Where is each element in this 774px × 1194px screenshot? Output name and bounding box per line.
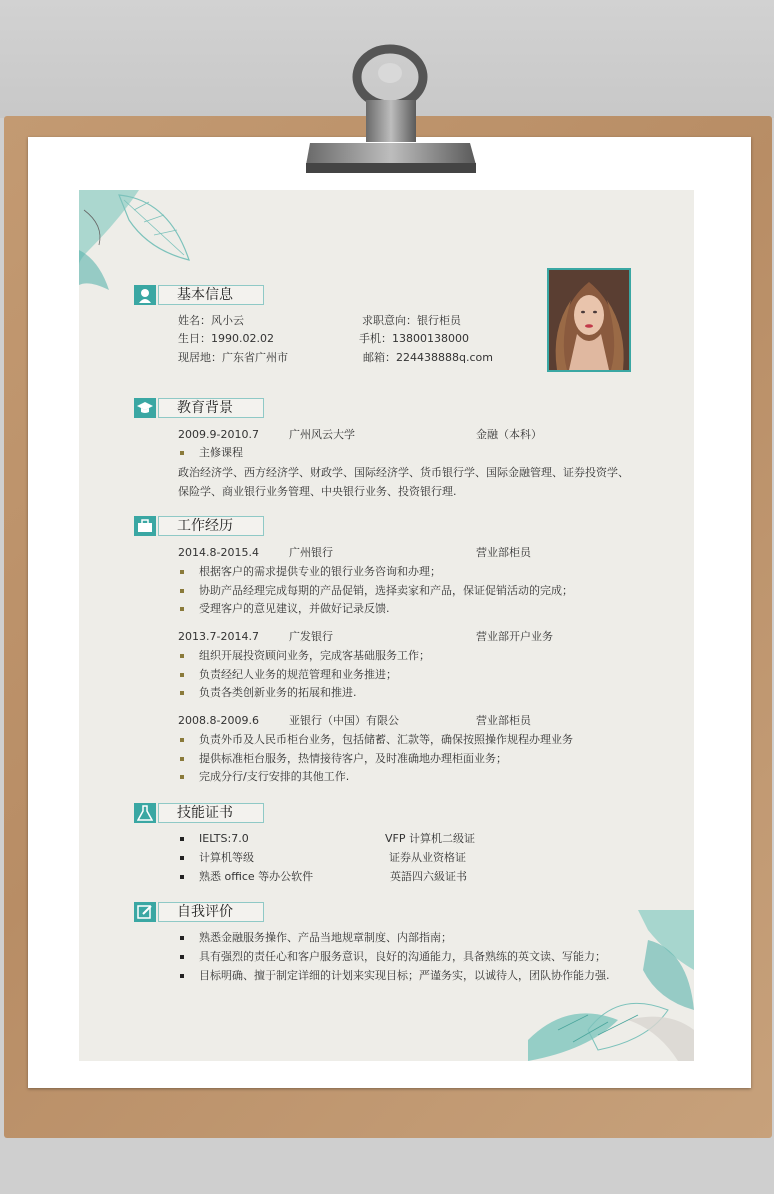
residence-field: 现居地：广东省广州市 xyxy=(178,351,288,364)
bullet xyxy=(180,570,184,574)
birth-field: 生日：1990.02.02 xyxy=(178,332,274,345)
bullet xyxy=(180,775,184,779)
bullet xyxy=(180,691,184,695)
bullet xyxy=(180,654,184,658)
self-eval-item: 熟悉金融服务操作、产品当地规章制度、内部指南； xyxy=(199,931,452,944)
job-company: 广发银行 xyxy=(289,630,333,643)
section-title-work: 工作经历 xyxy=(158,516,264,536)
job-period: 2013.7-2014.7 xyxy=(178,630,259,643)
job-company: 亚银行（中国）有限公 xyxy=(289,714,399,727)
section-title-skills: 技能证书 xyxy=(158,803,264,823)
courses-label: 主修课程 xyxy=(199,446,243,459)
certificate-item: VFP 计算机二级证 xyxy=(385,832,475,845)
job-duty: 根据客户的需求提供专业的银行业务咨询和办理； xyxy=(199,565,441,578)
bullet xyxy=(180,936,184,940)
job-company: 广州银行 xyxy=(289,546,333,559)
bullet xyxy=(180,607,184,611)
section-title-basic: 基本信息 xyxy=(158,285,264,305)
job-duty: 负责经纪人业务的规范管理和业务推进； xyxy=(199,668,397,681)
certificate-item: 英語四六級证书 xyxy=(390,870,467,883)
education-major: 金融（本科） xyxy=(476,428,542,441)
briefcase-icon xyxy=(134,516,156,536)
job-duty: 受理客户的意见建议，并做好记录反馈. xyxy=(199,602,390,615)
courses-line: 保险学、商业银行业务管理、中央银行业务、投资银行理. xyxy=(178,485,457,498)
bullet xyxy=(180,856,184,860)
job-duty: 协助产品经理完成每期的产品促销，选择卖家和产品，保证促销活动的完成； xyxy=(199,584,573,597)
job-position: 营业部柜员 xyxy=(476,714,531,727)
bullet xyxy=(180,875,184,879)
self-eval-item: 目标明确、擅于制定详细的计划来实现目标；严谨务实，以诚待人，团队协作能力强. xyxy=(199,969,610,982)
skill-item: 计算机等级 xyxy=(199,851,254,864)
profile-photo xyxy=(547,268,631,372)
bullet xyxy=(180,589,184,593)
name-field: 姓名：风小云 xyxy=(178,314,244,327)
job-period: 2008.8-2009.6 xyxy=(178,714,259,727)
job-duty: 组织开展投资顾问业务，完成客基础服务工作； xyxy=(199,649,430,662)
job-duty: 负责外币及人民币柜台业务，包括储蓄、汇款等，确保按照操作规程办理业务 xyxy=(199,733,573,746)
courses-line: 政治经济学、西方经济学、财政学、国际经济学、货币银行学、国际金融管理、证券投资学、 xyxy=(178,466,629,479)
leaf-decoration-top-left xyxy=(79,190,199,300)
person-icon xyxy=(134,285,156,305)
skill-item: IELTS:7.0 xyxy=(199,832,249,845)
email-field: 邮箱：224438888q.com xyxy=(363,351,493,364)
job-duty: 负责各类创新业务的拓展和推进. xyxy=(199,686,357,699)
graduation-cap-icon xyxy=(134,398,156,418)
job-period: 2014.8-2015.4 xyxy=(178,546,259,559)
job-position: 营业部柜员 xyxy=(476,546,531,559)
phone-field: 手机：13800138000 xyxy=(359,332,469,345)
section-title-education: 教育背景 xyxy=(158,398,264,418)
job-duty: 完成分行/支行安排的其他工作. xyxy=(199,770,350,783)
job-position: 营业部开户业务 xyxy=(476,630,553,643)
job-duty: 提供标准柜台服务，热情接待客户，及时准确地办理柜面业务； xyxy=(199,752,507,765)
education-period: 2009.9-2010.7 xyxy=(178,428,259,441)
education-school: 广州风云大学 xyxy=(289,428,355,441)
flask-icon xyxy=(134,803,156,823)
certificate-item: 证券从业资格证 xyxy=(389,851,466,864)
bullet xyxy=(180,738,184,742)
leaf-decoration-bottom-right xyxy=(528,910,694,1061)
section-title-self: 自我评价 xyxy=(158,902,264,922)
self-eval-item: 具有强烈的责任心和客户服务意识，良好的沟通能力，具备熟练的英文读、写能力； xyxy=(199,950,606,963)
bullet xyxy=(180,955,184,959)
bullet xyxy=(180,837,184,841)
bullet xyxy=(180,673,184,677)
edit-icon xyxy=(134,902,156,922)
skill-item: 熟悉 office 等办公软件 xyxy=(199,870,314,883)
bullet xyxy=(180,451,184,455)
bullet xyxy=(180,757,184,761)
binder-clip xyxy=(298,25,478,177)
job-intent-field: 求职意向：银行柜员 xyxy=(362,314,461,327)
bullet xyxy=(180,974,184,978)
